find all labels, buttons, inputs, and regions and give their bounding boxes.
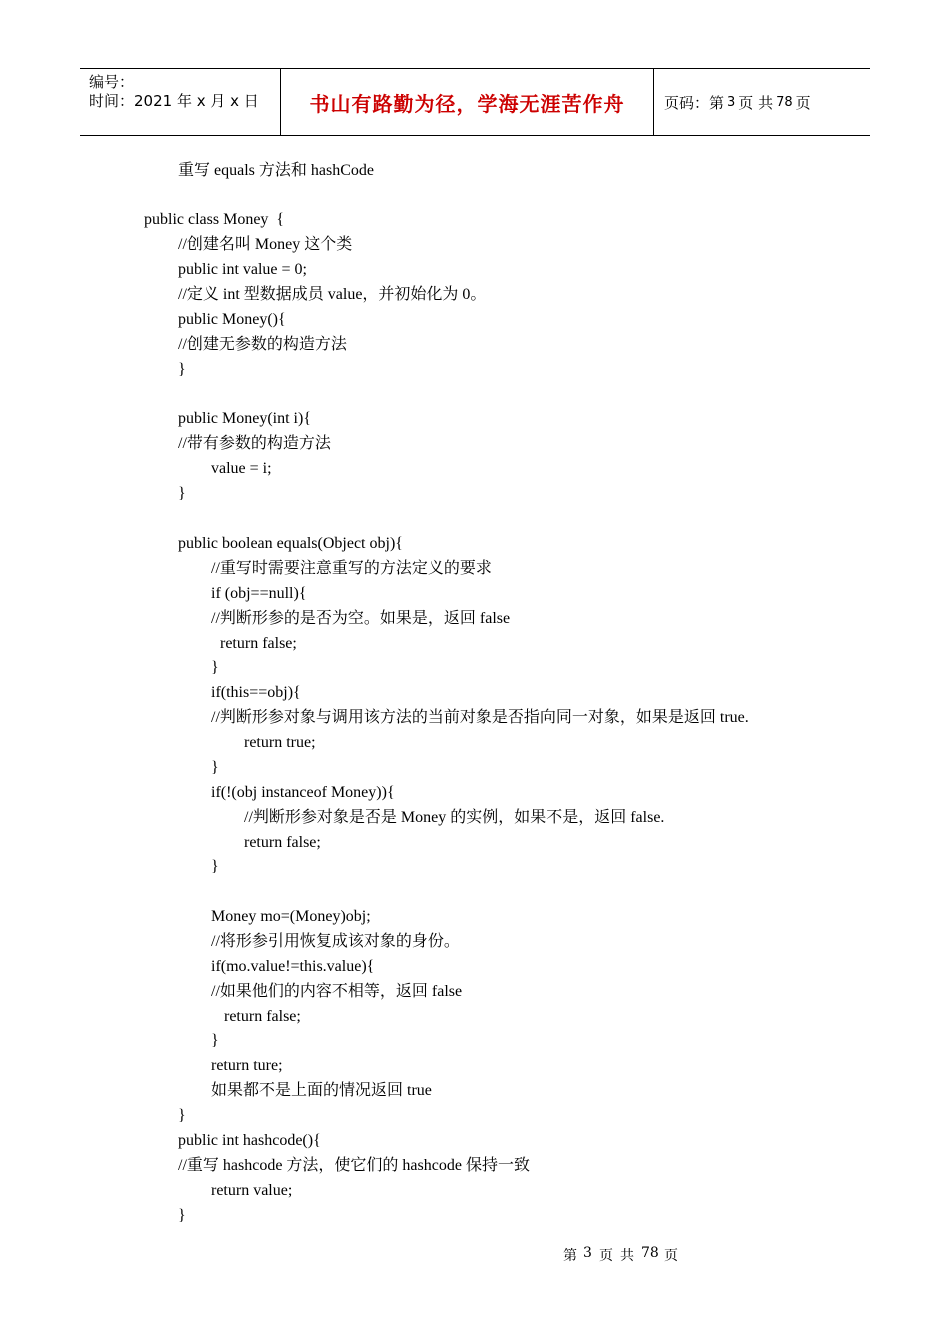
code-line: return ture; (211, 1057, 283, 1074)
code-comment: //如果他们的内容不相等，返回 false (211, 983, 463, 1000)
code-line: Money mo=(Money)obj; (211, 908, 371, 925)
page-number: 3 (727, 94, 736, 110)
footer-gong: 共 (620, 1248, 634, 1264)
code-line: public class Money { (144, 211, 285, 228)
code-comment: //创建名叫 Money 这个类 (178, 236, 353, 253)
code-line: } (178, 361, 186, 378)
code-line: if (obj==null){ (211, 585, 307, 602)
code-line: public boolean equals(Object obj){ (178, 535, 403, 552)
code-comment: //创建无参数的构造方法 (178, 336, 347, 353)
page-suffix: 页 (795, 93, 811, 112)
code-comment: //带有参数的构造方法 (178, 435, 331, 452)
code-comment: 如果都不是上面的情况返回 true (211, 1082, 432, 1099)
header-meta (80, 69, 281, 135)
page-total: 78 (776, 94, 793, 110)
code-line: public int hashcode(){ (178, 1132, 321, 1149)
page-header (80, 68, 870, 136)
footer-ye2: 页 (664, 1248, 678, 1264)
code-comment: //判断形参的是否为空。如果是，返回 false (211, 610, 511, 627)
code-line: public Money(int i){ (178, 410, 311, 427)
code-comment: //将形参引用恢复成该对象的身份。 (211, 933, 460, 950)
code-line: return true; (244, 734, 316, 751)
code-line: return value; (211, 1182, 293, 1199)
code-line: public int value = 0; (178, 261, 307, 278)
code-comment: //重写 hashcode 方法，使它们的 hashcode 保持一致 (178, 1157, 530, 1174)
code-line: return false; (244, 834, 321, 851)
page-prefix: 页码：第 (664, 93, 725, 112)
footer-page-total: 78 (641, 1245, 659, 1261)
footer-ye: 页 (599, 1248, 613, 1264)
code-comment: //重写时需要注意重写的方法定义的要求 (211, 560, 492, 577)
code-comment: //判断形参对象与调用该方法的当前对象是否指向同一对象，如果是返回 true. (211, 709, 749, 726)
code-line: } (178, 485, 186, 502)
code-line: return false; (220, 635, 297, 652)
code-line: if(!(obj instanceof Money)){ (211, 784, 395, 801)
code-line: } (211, 659, 219, 676)
code-line: public Money(){ (178, 311, 286, 328)
code-line: } (211, 759, 219, 776)
doc-number-label: 编号： (89, 73, 135, 91)
code-line: } (211, 858, 219, 875)
doc-date-label: 时间：2021 年 x 月 x 日 (89, 92, 259, 110)
section-title: 重写 equals 方法和 hashCode (178, 162, 374, 179)
footer-di: 第 (563, 1248, 577, 1264)
code-line: } (178, 1207, 186, 1224)
footer-page-number: 3 (583, 1245, 592, 1261)
code-line: return false; (224, 1008, 301, 1025)
code-line: value = i; (211, 460, 272, 477)
page-mid: 页 共 (738, 93, 774, 112)
code-line: if(mo.value!=this.value){ (211, 958, 375, 975)
code-comment: //判断形参对象是否是 Money 的实例，如果不是，返回 false. (244, 809, 665, 826)
code-line: if(this==obj){ (211, 684, 301, 701)
code-line: } (211, 1032, 219, 1049)
header-page-info (654, 69, 870, 135)
code-line: } (178, 1107, 186, 1124)
code-comment: //定义 int 型数据成员 value，并初始化为 0。 (178, 286, 487, 303)
header-motto: 书山有路勤为径，学海无涯苦作舟 (281, 69, 654, 135)
